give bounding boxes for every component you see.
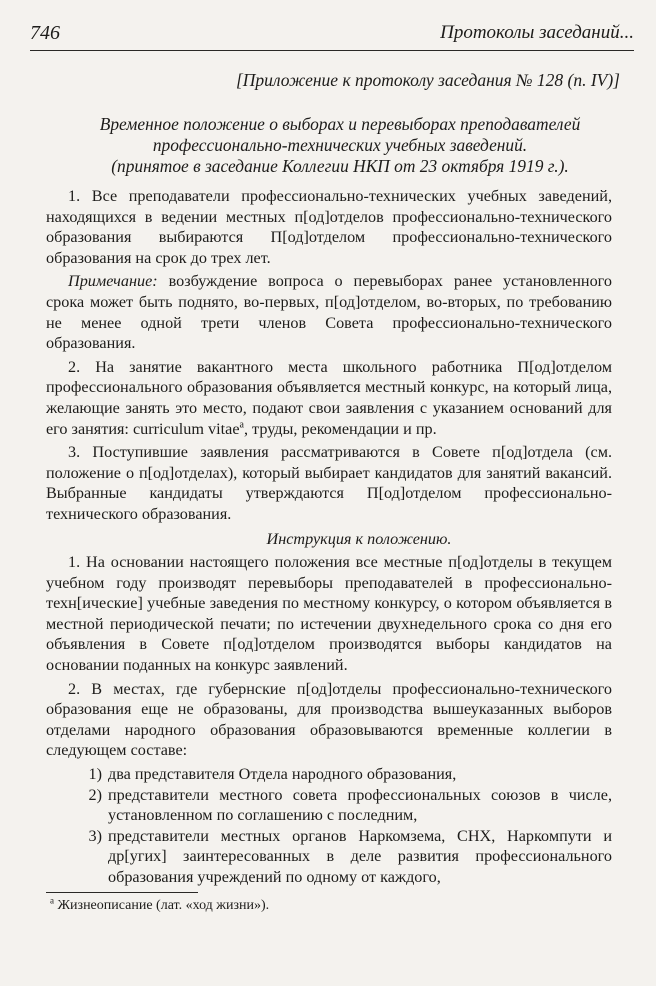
title-line: (принятое в заседание Коллегии НКП от 23 октября 1919 г.). [111, 156, 569, 176]
list-item [46, 764, 612, 785]
title-line: профессионально-технических учебных заведений. [152, 135, 528, 155]
paragraph-2 [46, 357, 612, 439]
list-item-text: два представителя Отдела народного образования, [108, 765, 457, 784]
paragraph-2-text: 2. На занятие вакантного места школьного работника П[од]отделом профессионального образования объявляется местный конкурс, на который лица, желающие занять это место, подают свои заявления с указанием оснований для его занятия: curriculum vitae [46, 357, 612, 438]
instruction-heading: Инструкция к положению. [266, 529, 452, 548]
title-line: Временное положение о выборах и перевыборах преподавателей [99, 114, 581, 134]
footnote-rule [46, 892, 198, 893]
instruction-paragraph-1: 1. На основании настоящего положения все местные п[од]отделы в текущем учебном году производят перевыборы преподавателей в профессионально-техн[ические] учебные заведения по местному конкурсу, о котором объявляется в местной периодической печати; по истечении двухнедельного срока со дня его объявления в Совете п[од]отделом производятся выборы кандидатов на основании поданных на конкурс заявлений. [46, 553, 612, 675]
list-item-number: 3) [88, 826, 102, 845]
header-rule [30, 50, 634, 51]
list-item [46, 826, 612, 888]
list-item-number: 2) [88, 785, 102, 804]
list-item-text: представители местного совета профессиональных союзов в числе, установленном по соглашению с последним, [108, 785, 612, 825]
document-body [46, 186, 612, 888]
appendix-note: [Приложение к протоколу заседания № 128 (п. IV)] [235, 70, 620, 90]
document-title [90, 114, 590, 177]
page-header [30, 20, 634, 50]
instruction-paragraph-2: 2. В местах, где губернские п[од]отделы профессионально-технического образования еще не образованы, для производства вышеуказанных выборов отделами народного образования образовываются временные коллегии в следующем составе: [46, 679, 612, 760]
note-label: Примечание: [68, 272, 158, 291]
footnote-marker: a [50, 895, 54, 906]
paragraph-1: 1. Все преподаватели профессионально-технических учебных заведений, находящихся в ведении местных п[од]отделов профессионально-технического образования выбираются П[од]отделом профессионально-технического образования на срок до трех лет. [46, 187, 612, 267]
list-item [46, 785, 612, 826]
footnote-text: Жизнеописание (лат. «ход жизни»). [54, 898, 270, 913]
running-title: Протоколы заседаний... [440, 22, 634, 43]
paragraph-2-tail: , труды, рекомендации и пр. [243, 419, 437, 438]
list-item-number: 1) [88, 765, 102, 784]
note-text: возбуждение вопроса о перевыборах ранее установленного срока может быть поднято, во-первых, п[од]отделом, во-вторых, по требованию не менее одной трети членов Совета профессионально-технического образования. [46, 272, 612, 353]
composition-list [46, 764, 612, 888]
note-paragraph [46, 271, 612, 353]
footnote-ref: a [239, 419, 244, 431]
footnote [50, 895, 270, 914]
paragraph-3: 3. Поступившие заявления рассматриваются в Совете п[од]отдела (см. положение о п[од]отделах), который выбирает кандидатов для занятий вакансий. Выбранные кандидаты утверждаются П[од]отделом профессионально-технического образования. [46, 443, 612, 523]
page-number: 746 [30, 22, 60, 44]
list-item-text: представители местных органов Наркомзема, СНХ, Наркомпути и др[угих] заинтересованных в деле развития профессионального образования учреждений по одному от каждого, [108, 826, 612, 886]
